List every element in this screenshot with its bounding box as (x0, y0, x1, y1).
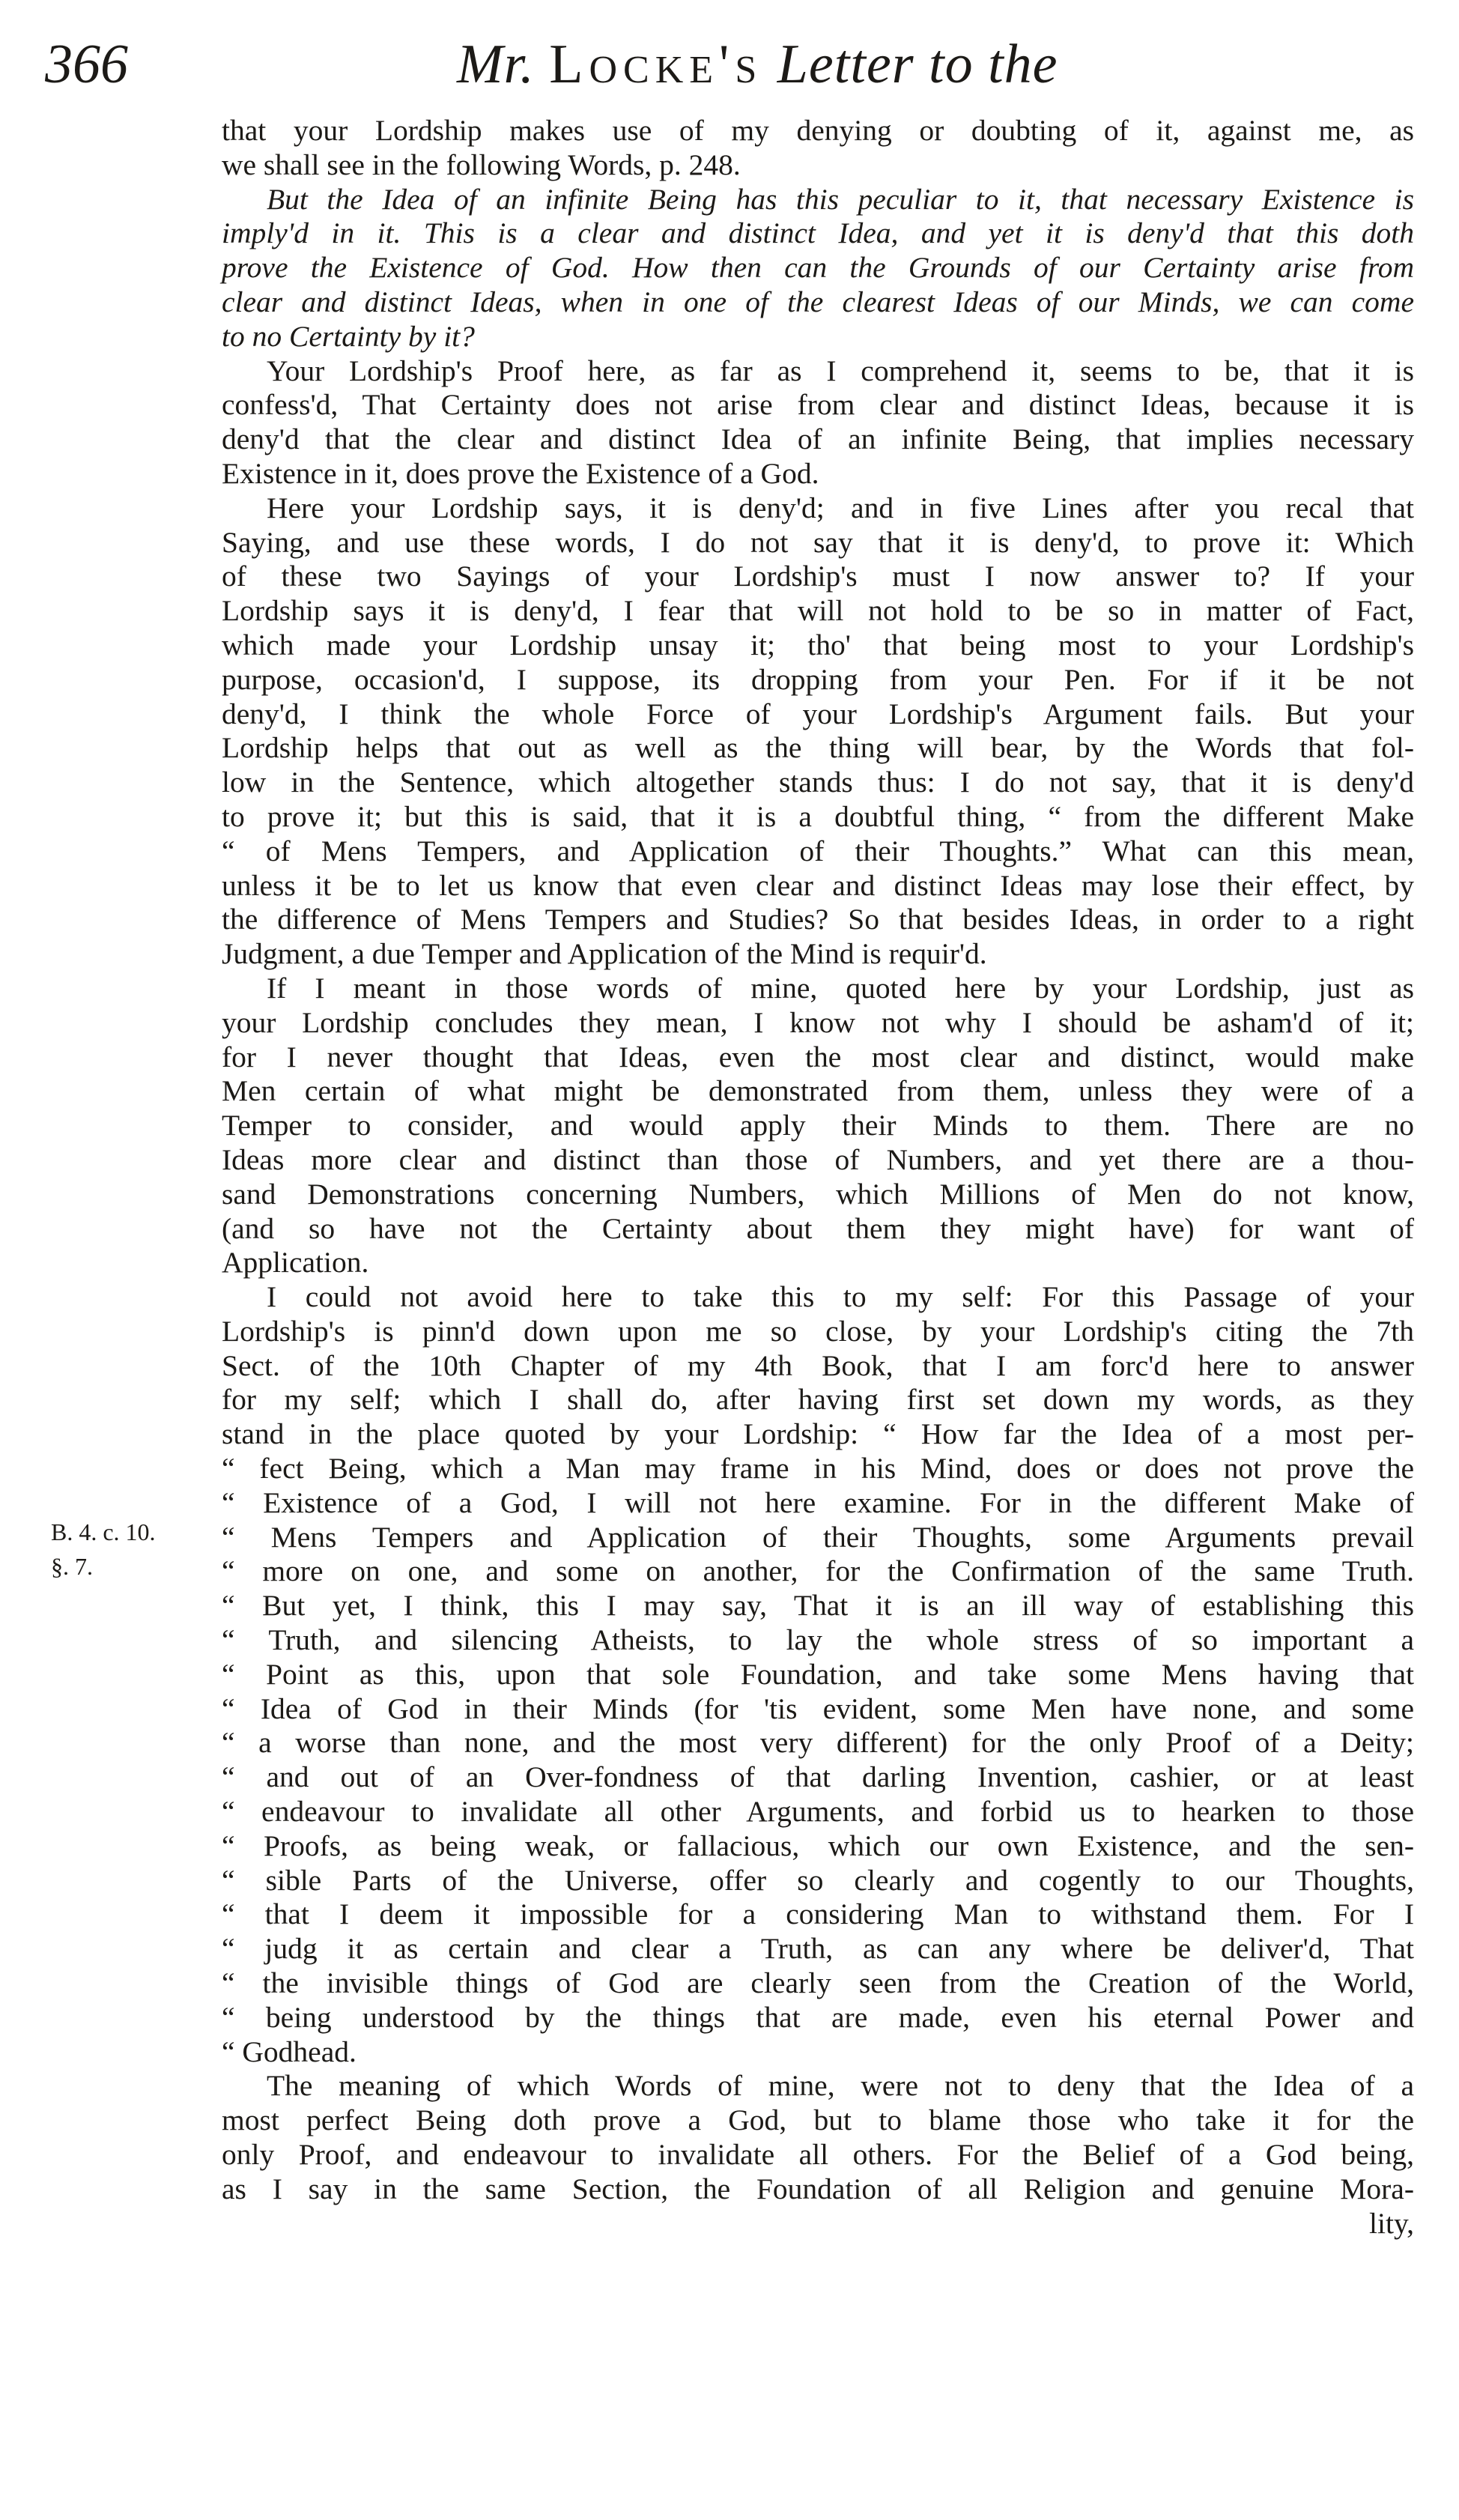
text-line: “ being understood by the things that are made, even his eternal Power and (222, 2000, 1414, 2034)
text-line: Sect. of the 10th Chapter of my 4th Book, that I am forc'd here to answer (222, 1348, 1414, 1382)
text-line: “ But yet, I think, this I may say, That it is an ill way of establishing this (222, 1589, 1414, 1623)
paragraph (222, 2069, 1414, 2241)
text-line: to prove it; but this is said, that it is a doubtful thing, “ from the different Make (222, 799, 1414, 833)
paragraph-continued (222, 114, 1414, 183)
text-line: imply'd in it. This is a clear and distinct Idea, and yet it is deny'd that this doth (222, 216, 1414, 250)
text-line: “ Idea of God in their Minds (for 'tis evident, some Men have none, and some (222, 1691, 1414, 1725)
text-line: Your Lordship's Proof here, as far as I comprehend it, seems to be, that it is (267, 354, 1414, 387)
text-line: low in the Sentence, which altogether stands thus: I do not say, that it is deny'd (222, 766, 1414, 799)
text-line: “ of Mens Tempers, and Application of their Thoughts.” What can this mean, (222, 834, 1414, 867)
text-line: deny'd, I think the whole Force of your Lordship's Argument fails. But your (222, 697, 1414, 730)
text-line: If I meant in those words of mine, quoted here by your Lordship, just as (267, 971, 1414, 1005)
text-line: deny'd that the clear and distinct Idea of an infinite Being, that implies necessary (222, 422, 1414, 456)
paragraph (222, 491, 1414, 972)
text-line: we shall see in the following Words, p. 248. (222, 148, 741, 181)
text-line: “ Existence of a God, I will not here examine. For in the different Make of (222, 1485, 1414, 1519)
text-line: “ the invisible things of God are clearly seen from the Creation of the World, (222, 1966, 1414, 2000)
text-line: confess'd, That Certainty does not arise from clear and distinct Ideas, because it is (222, 388, 1414, 422)
text-line: “ and out of an Over-fondness of that darling Invention, cashier, or at least (222, 1760, 1414, 1794)
text-line: “ Mens Tempers and Application of their Thoughts, some Arguments prevail (222, 1520, 1414, 1554)
text-line: “ judg it as certain and clear a Truth, as can any where be deliver'd, That (222, 1932, 1414, 1966)
text-line-catchword: lity, (1369, 2206, 1414, 2240)
page-number: 366 (45, 34, 128, 95)
paragraph (222, 1280, 1414, 2069)
text-line: Temper to consider, and would apply their Minds to them. There are no (222, 1109, 1414, 1142)
text-line: stand in the place quoted by your Lordship: “ How far the Idea of a most per- (222, 1417, 1414, 1451)
text-line: for I never thought that Ideas, even the most clear and distinct, would make (222, 1040, 1414, 1073)
quoted-passage (222, 183, 1414, 354)
text-line: Lordship says it is deny'd, I fear that will not hold to be so in matter of Fact, (222, 594, 1414, 628)
text-line: for my self; which I shall do, after having first set down my words, as they (222, 1383, 1414, 1417)
text-line: (and so have not the Certainty about them they might have) for want of (222, 1211, 1414, 1245)
text-line: the difference of Mens Tempers and Studies? So that besides Ideas, in order to a right (222, 903, 1414, 936)
text-line: “ fect Being, which a Man may frame in his Mind, does or does not prove the (222, 1452, 1414, 1485)
text-line: The meaning of which Words of mine, were not to deny that the Idea of a (267, 2069, 1414, 2103)
text-line: Ideas more clear and distinct than those of Numbers, and yet there are a thou- (222, 1142, 1414, 1176)
text-line: Lordship helps that out as well as the thing will bear, by the Words that fol- (222, 731, 1414, 765)
text-line: Application. (222, 1246, 369, 1279)
text-line: “ sible Parts of the Universe, offer so clearly and cogently to our Thoughts, (222, 1863, 1414, 1897)
text-line: “ more on one, and some on another, for the Confirmation of the same Truth. (222, 1554, 1414, 1588)
running-title (457, 33, 1058, 97)
text-line: only Proof, and endeavour to invalidate all others. For the Belief of a God being, (222, 2138, 1414, 2172)
text-line: Men certain of what might be demonstrated from them, unless they were of a (222, 1074, 1414, 1108)
margin-note-section: §. 7. (51, 1553, 93, 1580)
text-line: “ Proofs, as being weak, or fallacious, which our own Existence, and the sen- (222, 1829, 1414, 1862)
text-line: Existence in it, does prove the Existence of a God. (222, 456, 819, 490)
text-line: unless it be to let us know that even clear and distinct Ideas may lose their effect, by (222, 868, 1414, 902)
text-line: which made your Lordship unsay it; tho' that being most to your Lordship's (222, 628, 1414, 661)
running-title-suffix: Letter to the (777, 34, 1058, 95)
text-line: “ Truth, and silencing Atheists, to lay the whole stress of so important a (222, 1623, 1414, 1657)
text-line: purpose, occasion'd, I suppose, its dropping from your Pen. For if it be not (222, 662, 1414, 696)
text-line: I could not avoid here to take this to my self: For this Passage of your (267, 1280, 1414, 1314)
text-line: clear and distinct Ideas, when in one of the clearest Ideas of our Minds, we can come (222, 285, 1414, 318)
text-line: to no Certainty by it? (222, 319, 475, 353)
text-line: Saying, and use these words, I do not say that it is deny'd, to prove it: Which (222, 525, 1414, 559)
text-line: But the Idea of an infinite Being has this peculiar to it, that necessary Existence is (267, 182, 1414, 216)
text-line: of these two Sayings of your Lordship's must I now answer to? If your (222, 560, 1414, 593)
text-line: Lordship's is pinn'd down upon me so close, by your Lordship's citing the 7th (222, 1314, 1414, 1348)
text-line: “ that I deem it impossible for a considering Man to withstand them. For I (222, 1897, 1414, 1931)
text-line: Judgment, a due Temper and Application of the Mind is requir'd. (222, 937, 987, 971)
paragraph (222, 972, 1414, 1280)
margin-note-book: B. 4. c. 10. (51, 1518, 156, 1545)
text-line: “ endeavour to invalidate all other Arguments, and forbid us to hearken to those (222, 1795, 1414, 1829)
text-line: sand Demonstrations concerning Numbers, which Millions of Men do not know, (222, 1177, 1414, 1211)
paragraph (222, 354, 1414, 491)
text-line: your Lordship concludes they mean, I know not why I should be asham'd of it; (222, 1005, 1414, 1039)
text-line: “ Godhead. (222, 2035, 357, 2068)
page-body (222, 114, 1414, 2241)
text-line: as I say in the same Section, the Foundation of all Religion and genuine Mora- (222, 2172, 1414, 2205)
text-line: “ Point as this, upon that sole Foundation, and take some Mens having that (222, 1657, 1414, 1691)
running-header (45, 33, 1423, 115)
text-line: “ a worse than none, and the most very different) for the only Proof of a Deity; (222, 1726, 1414, 1760)
text-line: most perfect Being doth prove a God, but to blame those who take it for the (222, 2103, 1414, 2137)
running-title-name: Locke's (549, 34, 763, 95)
running-title-prefix: Mr. (457, 34, 535, 95)
text-line: that your Lordship makes use of my denying or doubting of it, against me, as (222, 114, 1414, 147)
text-line: Here your Lordship says, it is deny'd; and in five Lines after you recal that (267, 491, 1414, 524)
text-line: prove the Existence of God. How then can the Grounds of our Certainty arise from (222, 251, 1414, 285)
